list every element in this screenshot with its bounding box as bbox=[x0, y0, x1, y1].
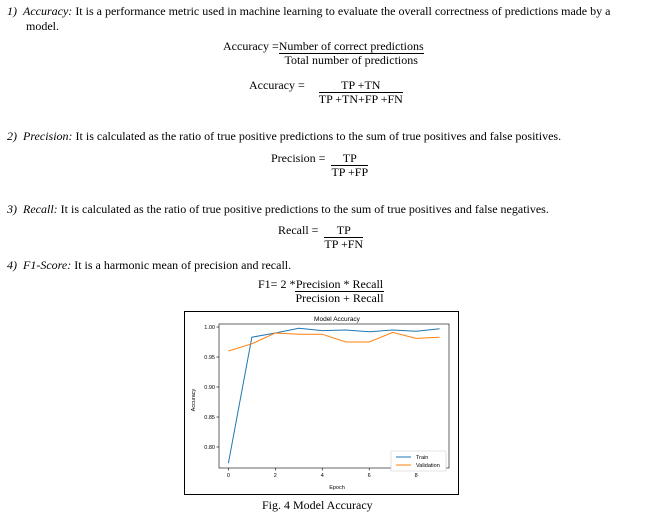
item-number: 2) bbox=[7, 129, 17, 143]
legend bbox=[391, 451, 446, 471]
item-text: It is calculated as the ratio of true positive predictions to the sum of true positives and false positives. bbox=[75, 129, 562, 143]
x-tick-label: 6 bbox=[367, 473, 371, 479]
precision-formula bbox=[271, 152, 368, 179]
item-number: 3) bbox=[7, 202, 17, 216]
model-accuracy-chart bbox=[184, 311, 459, 495]
item-term: F1-Score: bbox=[23, 258, 72, 272]
item-3 bbox=[7, 202, 549, 216]
accuracy-formula-words bbox=[223, 40, 424, 67]
chart-title: Model Accuracy bbox=[314, 316, 360, 323]
formula-denominator: TP +FN bbox=[324, 237, 364, 251]
x-tick-label: 4 bbox=[320, 473, 324, 479]
x-tick-label: 8 bbox=[414, 473, 418, 479]
y-tick-label: 0.85 bbox=[204, 415, 215, 421]
y-tick-label: 0.80 bbox=[204, 445, 215, 451]
x-tick-label: 2 bbox=[273, 473, 277, 479]
f1-formula bbox=[258, 278, 384, 305]
plot-area bbox=[219, 324, 449, 468]
item-1 bbox=[7, 4, 610, 18]
y-tick-label: 0.90 bbox=[204, 385, 215, 391]
figure-caption: Fig. 4 Model Accuracy bbox=[262, 498, 373, 512]
formula-denominator: TP +FP bbox=[331, 165, 369, 179]
formula-lhs: Recall = bbox=[278, 223, 319, 237]
y-axis-label: Accuracy bbox=[191, 388, 197, 412]
recall-formula bbox=[278, 224, 363, 251]
item-text: It is calculated as the ratio of true positive predictions to the sum of true positives and false negatives. bbox=[60, 202, 549, 216]
formula-denominator: Total number of predictions bbox=[284, 53, 418, 67]
chart-svg bbox=[185, 312, 458, 494]
series-lines bbox=[228, 328, 439, 463]
item-number: 1) bbox=[7, 4, 17, 18]
formula-numerator: TP +TN bbox=[341, 78, 381, 92]
formula-numerator: TP bbox=[336, 223, 351, 237]
series-line-validation bbox=[228, 332, 439, 351]
item-number: 4) bbox=[7, 258, 17, 272]
item-text: It is a performance metric used in machine learning to evaluate the overall correctness of predictions made by a bbox=[75, 4, 611, 18]
item-1-continuation: model. bbox=[26, 19, 59, 33]
formula-numerator: Precision * Recall bbox=[295, 277, 384, 291]
x-axis-label: Epoch bbox=[329, 485, 345, 491]
item-2 bbox=[7, 129, 561, 143]
item-4 bbox=[7, 258, 291, 272]
formula-lhs: F1= 2 * bbox=[258, 277, 296, 291]
item-term: Precision: bbox=[23, 129, 73, 143]
formula-lhs: Accuracy = bbox=[223, 39, 279, 53]
y-axis-ticks bbox=[204, 325, 219, 451]
x-axis-ticks bbox=[227, 468, 418, 479]
formula-lhs: Accuracy = bbox=[249, 78, 305, 92]
y-tick-label: 0.95 bbox=[204, 355, 215, 361]
formula-numerator: TP bbox=[342, 151, 357, 165]
item-text: It is a harmonic mean of precision and recall. bbox=[74, 258, 292, 272]
accuracy-formula-confusion bbox=[249, 79, 403, 106]
formula-numerator: Number of correct predictions bbox=[278, 39, 424, 53]
series-line-train bbox=[228, 328, 439, 463]
legend-validation-label: Validation bbox=[416, 463, 440, 469]
formula-lhs: Precision = bbox=[271, 151, 326, 165]
item-term: Recall: bbox=[23, 202, 58, 216]
y-tick-label: 1.00 bbox=[204, 325, 215, 331]
item-term: Accuracy: bbox=[23, 4, 73, 18]
formula-denominator: Precision + Recall bbox=[295, 291, 384, 305]
x-tick-label: 0 bbox=[226, 473, 230, 479]
formula-denominator: TP +TN+FP +FN bbox=[318, 92, 403, 106]
legend-train-label: Train bbox=[416, 455, 429, 461]
